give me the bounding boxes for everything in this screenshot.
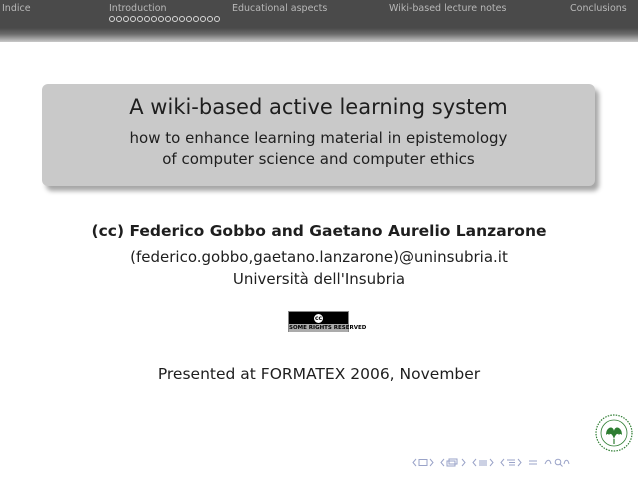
nav-frame-dot[interactable]: [214, 16, 220, 22]
nav-frame-dot[interactable]: [172, 16, 178, 22]
cc-icon: cc: [314, 315, 323, 322]
section-nav-icon[interactable]: [472, 458, 494, 467]
presentation-title: A wiki-based active learning system: [129, 95, 508, 119]
navigation-bar: [0, 0, 638, 42]
nav-frame-dot[interactable]: [130, 16, 136, 22]
presentation-subtitle-line-1: how to enhance learning material in epistemology: [129, 129, 508, 147]
nav-section-indice[interactable]: Indice: [2, 3, 31, 14]
presented-at: Presented at FORMATEX 2006, November: [157, 365, 481, 383]
nav-frame-dot[interactable]: [109, 16, 115, 22]
author-emails: (federico.gobbo,gaetano.lanzarone)@uninsubria.it: [130, 248, 508, 266]
nav-frame-dot[interactable]: [116, 16, 122, 22]
frame-nav-icon[interactable]: [412, 458, 434, 467]
institution: Università dell'Insubria: [232, 270, 406, 288]
nav-frame-dot[interactable]: [207, 16, 213, 22]
nav-frame-dot[interactable]: [165, 16, 171, 22]
authors: (cc) Federico Gobbo and Gaetano Aurelio Lanzarone: [91, 222, 547, 240]
presentation-subtitle-line-2: of computer science and computer ethics: [162, 150, 475, 168]
nav-frame-dot[interactable]: [186, 16, 192, 22]
cc-badge-label: SOME RIGHTS RESERVED: [289, 325, 367, 331]
search-nav-icon[interactable]: [544, 458, 570, 467]
nav-frame-dot[interactable]: [179, 16, 185, 22]
doc-nav-icon[interactable]: [528, 458, 538, 467]
nav-section-wiki-lecture-notes[interactable]: Wiki-based lecture notes: [389, 3, 507, 14]
nav-frame-dot[interactable]: [137, 16, 143, 22]
nav-frame-dot[interactable]: [200, 16, 206, 22]
beamer-navigation-symbols: [412, 458, 570, 467]
nav-section-introduction[interactable]: Introduction: [109, 3, 167, 14]
nav-section-educational-aspects[interactable]: Educational aspects: [232, 3, 328, 14]
nav-frame-dot[interactable]: [144, 16, 150, 22]
subsection-nav-icon[interactable]: [440, 458, 466, 467]
creative-commons-badge[interactable]: [288, 311, 367, 332]
nav-frame-dot[interactable]: [151, 16, 157, 22]
nav-frame-dot[interactable]: [123, 16, 129, 22]
nav-section-conclusions[interactable]: Conclusions: [570, 3, 627, 14]
nav-frame-dot[interactable]: [158, 16, 164, 22]
nav-introduction-frame-dots: [109, 16, 220, 22]
nav-frame-dot[interactable]: [193, 16, 199, 22]
university-logo-icon: [594, 413, 634, 453]
title-block: [42, 84, 595, 186]
subsection-list-nav-icon[interactable]: [500, 458, 522, 467]
